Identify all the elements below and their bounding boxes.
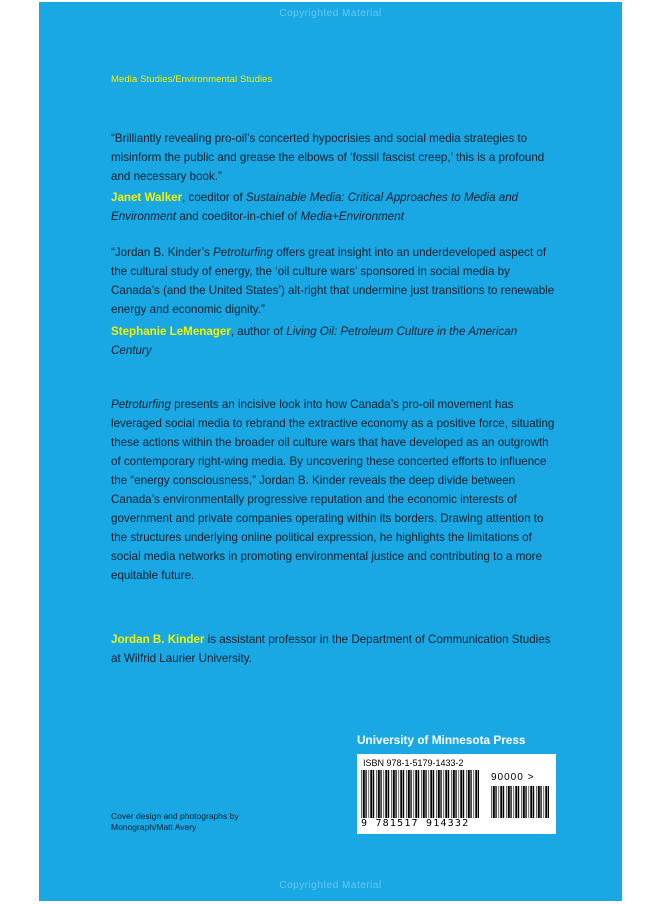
addon-code: 90000 > — [491, 772, 535, 783]
publisher-name: University of Minnesota Press — [357, 733, 526, 747]
quote-post-2: offers great insight into an underdeveloped aspect of the cultural study of energy, the ‘oil culture wars’ sponsored in social media by Canada’s (and the United States’) alt-right that undermine just transitions to renewable energy and economic dignity.” — [111, 246, 555, 316]
quote-pre-2: “Jordan B. Kinder’s — [111, 246, 214, 259]
attr-title-2a: Living Oil: Petroleum Culture in the American Century — [111, 325, 518, 357]
blurb-author-1: Janet Walker — [111, 191, 183, 204]
attr-mid-1: and coeditor-in-chief of — [176, 210, 301, 223]
isbn-text: ISBN 978-1-5179-1433-2 — [363, 758, 464, 768]
blurb-quote-2 — [111, 243, 555, 319]
blurb-attribution-1 — [111, 188, 555, 226]
book-back-cover — [39, 2, 622, 901]
category-label: Media Studies/Environmental Studies — [111, 74, 273, 85]
bio-name: Jordan B. Kinder — [111, 633, 205, 646]
bio-text: is assistant professor in the Department of Communication Studies at Wilfrid Laurier University. — [111, 633, 551, 665]
book-description — [111, 395, 557, 585]
watermark-bottom: Copyrighted Material — [279, 880, 382, 891]
blurb-author-2: Stephanie LeMenager — [111, 325, 231, 338]
attr-title-1b: Media+Environment — [300, 210, 404, 223]
blurb-quote-1: “Brilliantly revealing pro-oil’s concerted hypocrisies and social media strategies to misinform the public and grease the elbows of ‘fossil fascist creep,’ this is a profound and necessary book.” — [111, 132, 545, 183]
ean-barcode-bars — [361, 770, 479, 818]
description-title: Petroturfing — [111, 398, 171, 411]
author-bio — [111, 630, 557, 668]
addon-barcode-bars — [491, 786, 549, 818]
attr-pre-2: , author of — [230, 325, 287, 338]
blurb-attribution-2 — [111, 322, 555, 360]
quote-title-2: Petroturfing — [213, 246, 273, 259]
credit-line-2: Monograph/Matt Avery — [111, 822, 197, 832]
credit-line-1: Cover design and photographs by — [111, 811, 239, 821]
ean-digits: 9 781517 914332 — [361, 818, 470, 829]
isbn-barcode — [357, 754, 556, 834]
attr-pre-1: , coeditor of — [182, 191, 246, 204]
watermark-top: Copyrighted Material — [279, 8, 382, 19]
attr-title-1a: Sustainable Media: Critical Approaches to Media and Environment — [111, 191, 519, 223]
description-text: presents an incisive look into how Canada’s pro-oil movement has leveraged social media to rebrand the extractive economy as a positive force, situating these actions within the broader oil culture wars that have developed as an outgrowth of contemporary right-wing media. By uncovering these concerted efforts to influence the “energy consciousness,” Jordan B. Kinder reveals the deep divide between Canada’s environmentally progressive reputation and the economic interests of government and private companies operating within its borders. Drawing attention to the structures underlying online political expression, he highlights the limitations of social media networks in promoting environmental justice and contributing to a more equitable future. — [111, 398, 555, 582]
cover-credit — [111, 811, 239, 833]
